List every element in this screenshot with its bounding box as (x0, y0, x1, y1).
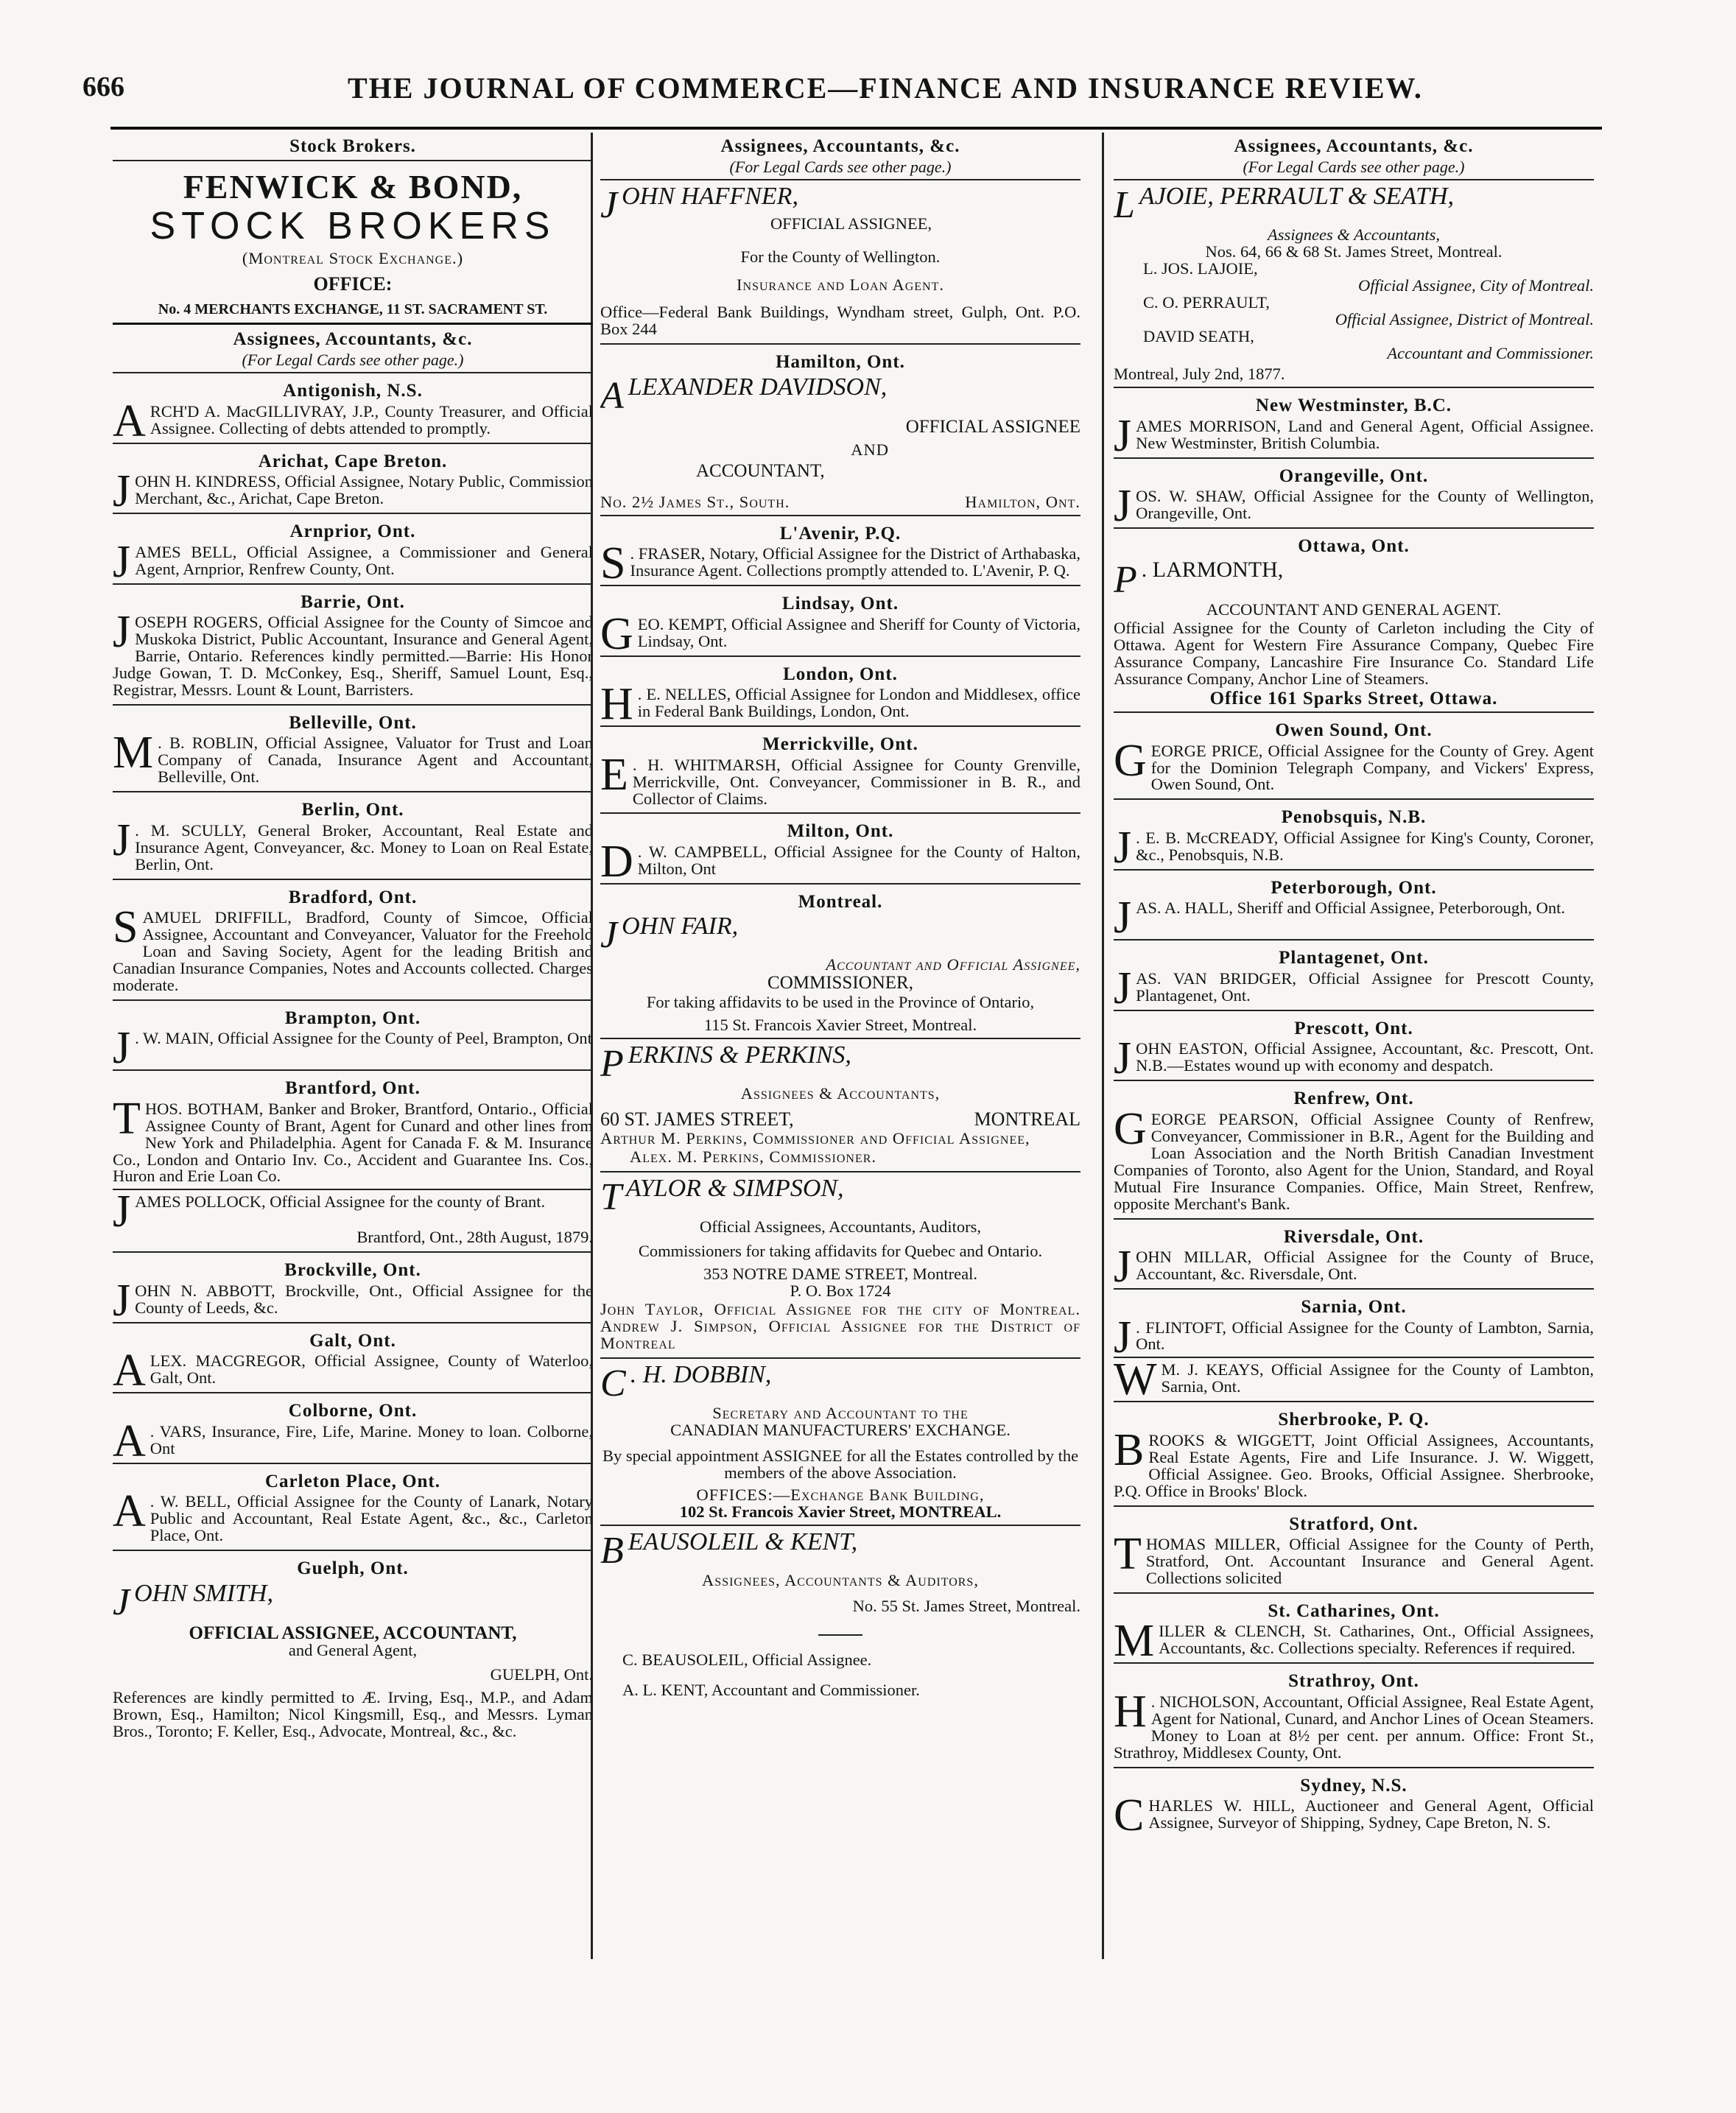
drop-initial: J (1114, 1312, 1132, 1363)
fenwick-title: STOCK BROKERS (150, 205, 556, 248)
divider (113, 1189, 593, 1190)
place-heading: Milton, Ont. (787, 821, 894, 842)
fenwick-exchange: (Montreal Stock Exchange.) (242, 249, 464, 268)
card-orangeville (1114, 463, 1594, 524)
card-text: . H. WHITMARSH, Official Assignee for County Grenville, Merrickville, Ont. Conveyancer, Commissioner in B. R., and Collector of Claims. (632, 755, 1080, 808)
card-text: OS. W. SHAW, Official Assignee for the County of Wellington, Orangeville, Ont. (1136, 487, 1594, 523)
card-bradford (113, 884, 593, 996)
card-name: AJOIE, PERRAULT & SEATH, (1139, 183, 1455, 210)
drop-initial: J (113, 607, 131, 658)
card-text: By special appointment ASSIGNEE for all the Estates controlled by the members of the above Association. (602, 1446, 1079, 1482)
card-line: No. 55 St. James Street, Montreal. (852, 1597, 1080, 1616)
card-lajoie (1114, 184, 1594, 383)
divider (600, 812, 1080, 814)
divider (600, 585, 1080, 586)
divider (113, 999, 593, 1001)
card-name: EAUSOLEIL & KENT, (628, 1530, 858, 1556)
card-text: EORGE PRICE, Official Assignee for the County of Grey. Agent for the Dominion Telegraph Company, and Vickers' Express, Owen Sound, Ont. (1150, 741, 1594, 794)
divider (113, 879, 593, 880)
card-text: HOS. BOTHAM, Banker and Broker, Brantford, Ontario., Official Assignee County of Brant, Agent for Cunard and other lines from New York and Philadelphia. Agent for Canada F. & M. Insurance Co., London and Ontario Inv. Co., Accident and Guarantee Ins. Cos., Huron and Erie Loan Co. (113, 1099, 593, 1186)
card-line: 115 St. Francois Xavier Street, Montreal. (703, 1015, 977, 1034)
drop-initial: T (600, 1176, 622, 1219)
drop-initial: J (1114, 822, 1132, 865)
divider (1114, 1218, 1594, 1220)
card-beausoleil-kent (600, 1530, 1080, 1699)
drop-initial: H (1114, 1686, 1147, 1737)
divider (113, 1069, 593, 1071)
card-line: For the County of Wellington. (740, 247, 941, 266)
card-text: . E. NELLES, Official Assignee for London and Middlesex, office in Federal Bank Buildings, London, Ont. (637, 685, 1080, 721)
card-belleville (113, 709, 593, 787)
divider (1114, 798, 1594, 800)
drop-initial: J (113, 1581, 130, 1623)
divider (113, 1463, 593, 1464)
divider (600, 1525, 1080, 1526)
place-heading: Guelph, Ont. (297, 1558, 409, 1579)
journal-title: THE JOURNAL OF COMMERCE—FINANCE AND INSURANCE REVIEW. (348, 71, 1423, 105)
place-heading: Brampton, Ont. (284, 1008, 421, 1028)
place-heading: Prescott, Ont. (1294, 1018, 1413, 1038)
place-heading: Bradford, Ont. (288, 887, 418, 907)
card-date: Brantford, Ont., 28th August, 1879. (356, 1228, 593, 1247)
card-arnprior (113, 518, 593, 580)
card-line: Nos. 64, 66 & 68 St. James Street, Montreal. (1205, 242, 1503, 261)
place-heading: Berlin, Ont. (301, 800, 404, 820)
place-heading: Ottawa, Ont. (1298, 536, 1410, 557)
card-text: . FLINTOFT, Official Assignee for the County of Lambton, Sarnia, Ont. (1136, 1318, 1594, 1354)
card-name: AYLOR & SIMPSON, (625, 1176, 844, 1203)
divider (113, 791, 593, 792)
card-text: John Taylor, Official Assignee for the city of Montreal. Andrew J. Simpson, Official Assignee for the District of Montreal (600, 1299, 1080, 1352)
divider (113, 1550, 593, 1551)
place-heading: Belleville, Ont. (289, 712, 417, 733)
card-text: . E. B. McCREADY, Official Assignee for King's County, Coroner, &c., Penobsquis, N.B. (1136, 828, 1594, 864)
drop-initial: J (1114, 893, 1132, 936)
card-text: M. J. KEAYS, Official Assignee for the County of Lambton, Sarnia, Ont. (1161, 1360, 1594, 1396)
card-sherbrooke (1114, 1406, 1594, 1501)
card-line: Office 161 Sparks Street, Ottawa. (1209, 688, 1498, 709)
place-heading: Galt, Ont. (309, 1330, 396, 1351)
card-name: OHN HAFFNER, (622, 183, 798, 210)
card-antigonish (113, 377, 593, 439)
card-owen-sound (1114, 717, 1594, 795)
card-text: OHN N. ABBOTT, Brockville, Ont., Official Assignee for the County of Leeds, &c. (135, 1281, 593, 1317)
card-haffner (600, 184, 1080, 340)
card-line: Accountant and Official Assignee, (826, 955, 1080, 974)
divider (1114, 1505, 1594, 1507)
divider (1114, 1592, 1594, 1594)
card-text: AMES MORRISON, Land and General Agent, Official Assignee. New Westminster, British Columbia. (1136, 416, 1594, 452)
card-line: L. JOS. LAJOIE, (1143, 259, 1258, 278)
divider (600, 343, 1080, 345)
place-heading: Arnprior, Ont. (289, 521, 416, 542)
divider (600, 515, 1080, 516)
place-heading: Hamilton, Ont. (776, 352, 905, 373)
drop-initial: J (600, 914, 618, 957)
place-heading: Brockville, Ont. (284, 1260, 421, 1281)
card-name: OHN FAIR, (622, 913, 739, 941)
card-text: . B. ROBLIN, Official Assignee, Valuator for Trust and Loan Company of Canada, Insurance Agent and Accountant, Belleville, Ont. (158, 734, 593, 787)
place-heading: Antigonish, N.S. (283, 381, 423, 401)
card-brantford (113, 1075, 593, 1248)
card-text: Official Assignee for the County of Carleton including the City of Ottawa. Agent for Western Fire Assurance Company, Quebec Fire Assurance Company, Lancashire Fire Insurance Co. Standard Life Assurance Company, Anchor Line of Steamers. (1114, 618, 1594, 688)
card-lavenir (600, 520, 1080, 582)
card-text: LEX. MACGREGOR, Official Assignee, County of Waterloo, Galt, Ont. (150, 1351, 593, 1388)
divider (1114, 1010, 1594, 1011)
card-line: AND (851, 440, 889, 460)
place-heading: Sherbrooke, P. Q. (1278, 1410, 1430, 1430)
card-merrickville (600, 731, 1080, 809)
card-sarnia (1114, 1293, 1594, 1397)
page-number: 666 (82, 71, 124, 102)
card-barrie (113, 588, 593, 700)
drop-initial: J (1114, 1242, 1132, 1284)
card-brockville (113, 1256, 593, 1318)
drop-initial: C (600, 1362, 626, 1404)
divider (600, 1038, 1080, 1039)
card-text: . NICHOLSON, Accountant, Official Assignee, Real Estate Agent, Agent for National, Cunard, and Anchor Lines of Ocean Steamers. Money to Loan at 8½ per cent. per annum. Office: Front St., Strathroy, Middlesex County, Ont. (1114, 1692, 1594, 1762)
place-heading: Penobsquis, N.B. (1281, 807, 1427, 828)
divider (1114, 179, 1594, 180)
drop-initial: H (600, 679, 633, 723)
card-text: OHN EASTON, Official Assignee, Accountant, &c. Prescott, Ont. N.B.—Estates wound up with economy and despatch. (1136, 1039, 1594, 1075)
section-heading: Assignees, Accountants, &c. (233, 329, 473, 350)
card-text: AS. A. HALL, Sheriff and Official Assignee, Peterborough, Ont. (1136, 899, 1565, 918)
drop-initial: L (1114, 183, 1135, 226)
drop-initial: J (113, 1275, 131, 1318)
card-line: OFFICES:—Exchange Bank Building, (696, 1486, 985, 1505)
card-line: C. O. PERRAULT, (1143, 292, 1270, 312)
divider (113, 1392, 593, 1393)
divider (600, 655, 1080, 657)
card-dobbin (600, 1363, 1080, 1522)
legal-note: (For Legal Cards see other page.) (1243, 157, 1465, 176)
card-line: and General Agent, (288, 1641, 418, 1660)
card-name: ERKINS & PERKINS, (628, 1042, 851, 1069)
column-3 (1114, 133, 1594, 1833)
column-2 (600, 133, 1080, 1699)
card-text: Office—Federal Bank Buildings, Wyndham street, Gulph, Ont. P.O. Box 244 (600, 303, 1080, 339)
card-line: OFFICIAL ASSIGNEE, (770, 214, 932, 233)
card-text: ROOKS & WIGGETT, Joint Official Assignees, Accountants, Real Estate Agents, Fire and Life Insurance. J. W. Wiggett, Official Assignee. Geo. Brooks, Official Assignee. Sherbrooke, P.Q. Office in Brooks' Block. (1114, 1430, 1594, 1500)
drop-initial: S (600, 538, 626, 582)
divider (1114, 1288, 1594, 1290)
fenwick-name: FENWICK & BOND, (183, 167, 523, 205)
place-heading: Barrie, Ont. (301, 591, 405, 612)
card-carleton-place (113, 1468, 593, 1546)
card-renfrew (1114, 1085, 1594, 1214)
card-name: LEXANDER DAVIDSON, (628, 373, 888, 401)
card-line: Insurance and Loan Agent. (737, 275, 944, 295)
place-heading: Plantagenet, Ont. (1279, 948, 1429, 968)
card-peterborough (1114, 874, 1594, 936)
place-heading: Sydney, N.S. (1300, 1775, 1408, 1796)
place-heading: Merrickville, Ont. (762, 734, 918, 755)
fenwick-address: No. 4 MERCHANTS EXCHANGE, 11 ST. SACRAMENT ST. (158, 300, 548, 317)
card-prescott (1114, 1015, 1594, 1077)
fenwick-office-label: OFFICE: (313, 273, 393, 295)
card-text: Commissioners for taking affidavits for Quebec and Ontario. (638, 1242, 1043, 1261)
divider (1114, 1401, 1594, 1402)
card-berlin (113, 796, 593, 874)
drop-initial: J (1114, 1033, 1132, 1077)
card-line: COMMISSIONER, (767, 973, 913, 994)
card-line: ACCOUNTANT AND GENERAL AGENT. (1206, 600, 1502, 619)
card-plantagenet (1114, 944, 1594, 1006)
card-line: Official Assignee, City of Montreal. (1358, 275, 1594, 295)
divider (113, 1322, 593, 1323)
drop-initial: M (113, 728, 154, 778)
card-london (600, 661, 1080, 723)
place-heading: Sarnia, Ont. (1301, 1297, 1407, 1317)
section-heading: Stock Brokers. (289, 136, 416, 156)
card-address: No. 2½ James St., South. (600, 492, 790, 511)
card-name: . LARMONTH, (1141, 557, 1284, 582)
card-text: For taking affidavits to be used in the Province of Ontario, (646, 992, 1035, 1011)
divider (113, 583, 593, 585)
drop-initial: J (600, 183, 618, 226)
drop-initial: J (113, 536, 131, 580)
drop-initial: E (600, 749, 628, 800)
card-penobsquis (1114, 804, 1594, 865)
divider (600, 1357, 1080, 1359)
section-heading: Assignees, Accountants, &c. (720, 136, 960, 156)
card-line: CANADIAN MANUFACTURERS' EXCHANGE. (670, 1420, 1011, 1439)
legal-note: (For Legal Cards see other page.) (729, 157, 952, 176)
card-line: OFFICIAL ASSIGNEE, ACCOUNTANT, (189, 1622, 517, 1643)
divider (113, 1251, 593, 1253)
card-address: 60 ST. JAMES STREET, (600, 1108, 794, 1130)
card-stratford (1114, 1511, 1594, 1589)
card-text: Alex. M. Perkins, Commissioner. (630, 1147, 877, 1167)
place-heading: Peterborough, Ont. (1271, 877, 1437, 898)
card-text: HOMAS MILLER, Official Assignee for the County of Perth, Stratford, Ont. Accountant Insurance and General Agent. Collections solicited (1145, 1535, 1594, 1587)
card-riversdale (1114, 1223, 1594, 1285)
card-text: . M. SCULLY, General Broker, Accountant, Real Estate and Insurance Agent, Conveyancer, &c. Money to Loan on Real Estate, Berlin, Ont. (135, 820, 593, 873)
divider (1114, 1080, 1594, 1081)
divider (600, 725, 1080, 727)
drop-initial: P (600, 1042, 624, 1085)
place-heading: Stratford, Ont. (1289, 1513, 1419, 1534)
section-heading: Assignees, Accountants, &c. (1234, 136, 1474, 156)
place-heading: Owen Sound, Ont. (1275, 720, 1433, 741)
header-rule (110, 127, 1602, 130)
drop-initial: A (113, 395, 146, 439)
card-line: Official Assignees, Accountants, Auditors, (699, 1217, 982, 1237)
divider (600, 179, 1080, 180)
place-heading: New Westminster, B.C. (1255, 395, 1452, 416)
card-line: ACCOUNTANT, (696, 461, 825, 482)
page-header (82, 71, 1629, 116)
column-divider-2 (1102, 133, 1104, 1959)
card-line: DAVID SEATH, (1143, 326, 1254, 345)
place-heading: Brantford, Ont. (285, 1078, 421, 1099)
card-text: AS. VAN BRIDGER, Official Assignee for Prescott County, Plantagenet, Ont. (1136, 968, 1594, 1005)
card-text: . VARS, Insurance, Fire, Life, Marine. Money to loan. Colborne, Ont (150, 1421, 593, 1458)
card-name: OHN SMITH, (134, 1579, 273, 1607)
drop-initial: M (1114, 1616, 1155, 1659)
card-text: . W. MAIN, Official Assignee for the County of Peel, Brampton, Ont (135, 1029, 592, 1048)
divider (1114, 1767, 1594, 1768)
drop-initial: G (1114, 735, 1147, 786)
drop-initial: B (1114, 1424, 1145, 1475)
place-heading: Colborne, Ont. (288, 1401, 418, 1421)
drop-initial: C (1114, 1790, 1145, 1834)
drop-initial: A (113, 1346, 146, 1389)
drop-initial: J (113, 815, 131, 865)
card-galt (113, 1327, 593, 1389)
card-line: GUELPH, Ont. (490, 1665, 593, 1684)
card-text: References are kindly permitted to Æ. Irving, Esq., M.P., and Adam Brown, Esq., Hamilton; Nicol Kingsmill, Esq., and Messrs. Lyman Bros., Toronto; F. Keller, Esq., Advocate, Montreal, &c., &c. (113, 1688, 593, 1740)
divider (1114, 527, 1594, 529)
drop-initial: G (1114, 1103, 1147, 1154)
column-1 (113, 133, 593, 1742)
divider (1114, 869, 1594, 871)
card-line: Assignees, Accountants & Auditors, (702, 1571, 979, 1590)
divider (1114, 939, 1594, 941)
divider (113, 323, 593, 325)
card-line: C. BEAUSOLEIL, Official Assignee. (622, 1650, 872, 1670)
card-perkins (600, 1043, 1080, 1167)
card-text: . W. BELL, Official Assignee for the County of Lanark, Notary Public and Accountant, Real Estate Agent, &c., &c., Carleton Place, Ont. (150, 1492, 593, 1545)
card-city: MONTREAL (974, 1108, 1080, 1130)
card-line: Secretary and Accountant to the (712, 1403, 969, 1422)
place-heading: St. Catharines, Ont. (1268, 1600, 1440, 1621)
drop-initial: G (600, 608, 633, 652)
drop-initial: A (600, 374, 624, 417)
card-text: EO. KEMPT, Official Assignee and Sheriff for County of Victoria, Lindsay, Ont. (637, 614, 1080, 650)
card-colborne (113, 1397, 593, 1459)
drop-initial: T (1114, 1529, 1142, 1580)
card-date: Montreal, July 2nd, 1877. (1114, 365, 1285, 384)
drop-initial: J (1114, 481, 1132, 524)
card-text: ILLER & CLENCH, St. Catharines, Ont., Official Assignees, Accountants, &c. Collections specialty. References if required. (1159, 1622, 1594, 1658)
card-guelph (113, 1555, 593, 1742)
drop-initial: D (600, 836, 633, 879)
card-taylor-simpson (600, 1176, 1080, 1354)
short-divider (818, 1634, 862, 1636)
card-sydney (1114, 1772, 1594, 1834)
card-st-catharines (1114, 1597, 1594, 1659)
divider (600, 1171, 1080, 1172)
card-name: . H. DOBBIN, (630, 1362, 772, 1388)
card-line: Official Assignee, District of Montreal. (1335, 309, 1594, 328)
legal-note: (For Legal Cards see other page.) (242, 350, 464, 369)
card-new-westminster (1114, 392, 1594, 454)
divider (113, 160, 593, 161)
place-heading: Strathroy, Ont. (1288, 1671, 1419, 1692)
divider (113, 704, 593, 706)
card-line: P. O. Box 1724 (790, 1281, 891, 1300)
divider (113, 372, 593, 373)
card-text: EORGE PEARSON, Official Assignee County of Renfrew, Conveyancer, Commissioner in B.R., Agent for the Building and Loan Association and the North British Canadian Investment Companies of Toronto, also Agent for the Union, Standard, and Royal Mutual Fire Insurance Companies. Office, Main Street, Renfrew, opposite Merchant's Bank. (1114, 1109, 1594, 1213)
place-heading: Montreal. (798, 891, 883, 912)
card-city: Hamilton, Ont. (965, 492, 1080, 511)
card-line: Accountant and Commissioner. (1387, 343, 1594, 362)
card-text: RCH'D A. MacGILLIVRAY, J.P., County Treasurer, and Official Assignee. Collecting of debts attended to promptly. (150, 401, 593, 437)
card-hamilton (600, 348, 1080, 510)
divider (600, 883, 1080, 885)
drop-initial: S (113, 902, 138, 953)
card-text: OSEPH ROGERS, Official Assignee for the County of Simcoe and Muskoka District, Public Accountant, Insurance and General Agent, Barrie, Ontario. References kindly permitted.—Barrie: His Honor Judge Gowan, T. D. McConkey, Esq., Sheriff, Samuel Lount, Esq., Registrar, Messrs. Lount & Lount, Barristers. (113, 613, 593, 699)
place-heading: Riversdale, Ont. (1283, 1226, 1424, 1247)
divider (1114, 711, 1594, 713)
drop-initial: J (1114, 410, 1132, 454)
card-text: HARLES W. HILL, Auctioneer and General Agent, Official Assignee, Surveyor of Shipping, Sydney, Cape Breton, N. S. (1148, 1796, 1594, 1832)
card-text: Arthur M. Perkins, Commissioner and Official Assignee, (600, 1129, 1030, 1148)
card-lindsay (600, 590, 1080, 652)
card-text: AMES BELL, Official Assignee, a Commissioner and General Agent, Arnprior, Renfrew County, Ont. (135, 542, 593, 578)
card-line: OFFICIAL ASSIGNEE (905, 416, 1080, 437)
drop-initial: A (113, 1416, 146, 1459)
drop-initial: J (1114, 963, 1132, 1006)
drop-initial: B (600, 1530, 624, 1572)
drop-initial: J (113, 1186, 131, 1237)
card-line: 102 St. Francois Xavier Street, MONTREAL. (679, 1502, 1002, 1522)
card-text: . FRASER, Notary, Official Assignee for the District of Arthabaska, Insurance Agent. Collections promptly attended to. L'Avenir, P. Q. (630, 544, 1080, 580)
card-milton (600, 818, 1080, 879)
drop-initial: J (113, 1023, 131, 1066)
card-brampton (113, 1005, 593, 1066)
card-ottawa (1114, 532, 1594, 708)
card-strathroy (1114, 1667, 1594, 1762)
place-heading: Renfrew, Ont. (1293, 1089, 1414, 1109)
card-line: 353 NOTRE DAME STREET, Montreal. (703, 1265, 978, 1283)
drop-initial: T (113, 1093, 141, 1144)
place-heading: Arichat, Cape Breton. (258, 451, 448, 471)
drop-initial: J (113, 466, 131, 510)
card-text: OHN H. KINDRESS, Official Assignee, Notary Public, Commission Merchant, &c., Arichat, Cape Breton. (135, 472, 593, 508)
card-text: OHN MILLAR, Official Assignee for the County of Bruce, Accountant, &c. Riversdale, Ont. (1136, 1248, 1594, 1283)
card-text: . W. CAMPBELL, Official Assignee for the County of Halton, Milton, Ont (637, 842, 1080, 878)
divider (1114, 387, 1594, 388)
drop-initial: P (1114, 558, 1137, 601)
drop-initial: A (113, 1486, 146, 1537)
place-heading: Carleton Place, Ont. (264, 1471, 440, 1491)
place-heading: London, Ont. (783, 664, 898, 684)
divider (1114, 457, 1594, 459)
card-line: A. L. KENT, Accountant and Commissioner. (622, 1681, 920, 1700)
place-heading: Orangeville, Ont. (1279, 465, 1429, 486)
card-text: AMUEL DRIFFILL, Bradford, County of Simcoe, Official Assignee, Accountant and Conveyancer, Valuator for the Freehold Loan and Saving Society, Agent for the leading British and Canadian Insurance Companies, Notes and Accounts collected. Charges moderate. (113, 908, 593, 994)
divider (1114, 1662, 1594, 1664)
place-heading: Lindsay, Ont. (781, 594, 899, 614)
card-arichat (113, 448, 593, 510)
card-montreal (600, 888, 1080, 1034)
divider (113, 513, 593, 514)
place-heading: L'Avenir, P.Q. (779, 523, 902, 544)
drop-initial: W (1114, 1354, 1157, 1398)
card-line: Assignees & Accountants, (1268, 225, 1440, 244)
card-text: AMES POLLOCK, Official Assignee for the county of Brant. (135, 1192, 546, 1212)
card-line: Assignees & Accountants, (740, 1083, 941, 1103)
divider (1114, 1357, 1594, 1358)
divider (113, 443, 593, 444)
